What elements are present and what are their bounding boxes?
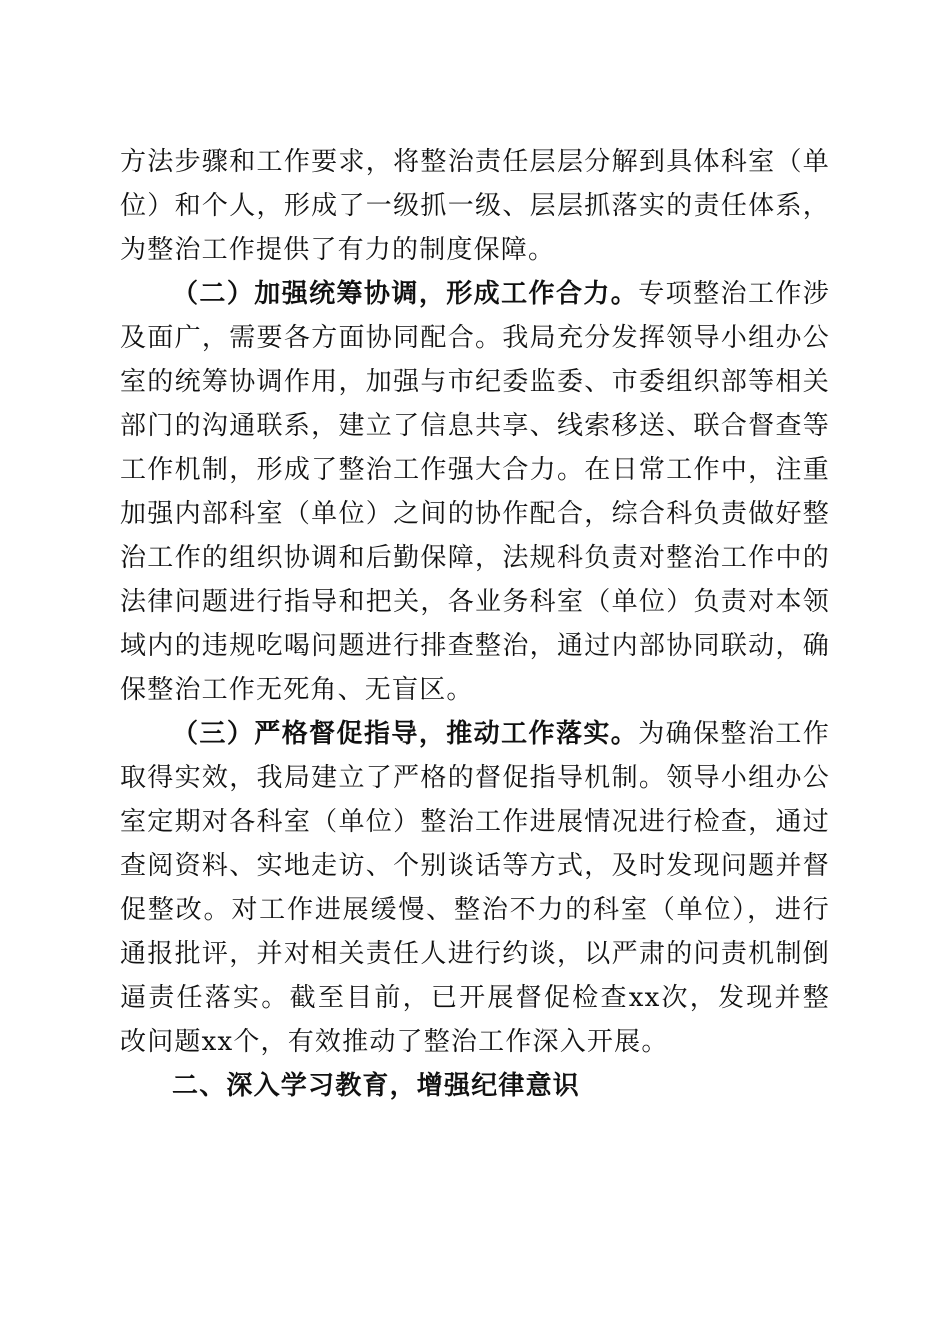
paragraph-coordination <box>120 272 830 712</box>
paragraph-text: 方法步骤和工作要求，将整治责任层层分解到具体科室（单位）和个人，形成了一级抓一级、层层抓落实的责任体系，为整治工作提供了有力的制度保障。 <box>120 147 830 265</box>
paragraph-text: 专项整治工作涉及面广，需要各方面协同配合。我局充分发挥领导小组办公室的统筹协调作用，加强与市纪委监委、市委组织部等相关部门的沟通联系，建立了信息共享、线索移送、联合督查等工作机制，形成了整治工作强大合力。在日常工作中，注重加强内部科室（单位）之间的协作配合，综合科负责做好整治工作的组织协调和后勤保障，法规科负责对整治工作中的法律问题进行指导和把关，各业务科室（单位）负责对本领域内的违规吃喝问题进行排查整治，通过内部协同联动，确保整治工作无死角、无盲区。 <box>120 279 831 705</box>
paragraph-text: 为确保整治工作取得实效，我局建立了严格的督促指导机制。领导小组办公室定期对各科室（单位）整治工作进展情况进行检查，通过查阅资料、实地走访、个别谈话等方式，及时发现问题并督促整改。对工作进展缓慢、整治不力的科室（单位），进行通报批评，并对相关责任人进行约谈，以严肃的问责机制倒逼责任落实。截至目前，已开展督促检查xx次，发现并整改问题xx个，有效推动了整治工作深入开展。 <box>120 719 831 1057</box>
section-heading: 二、深入学习教育，增强纪律意识 <box>172 1071 581 1101</box>
paragraph-lead-heading: （二）加强统筹协调，形成工作合力。 <box>172 279 639 309</box>
paragraph-continuation <box>120 140 830 272</box>
document-body <box>120 140 830 1108</box>
paragraph-lead-heading: （三）严格督促指导，推动工作落实。 <box>172 719 639 749</box>
paragraph-supervision <box>120 712 830 1064</box>
